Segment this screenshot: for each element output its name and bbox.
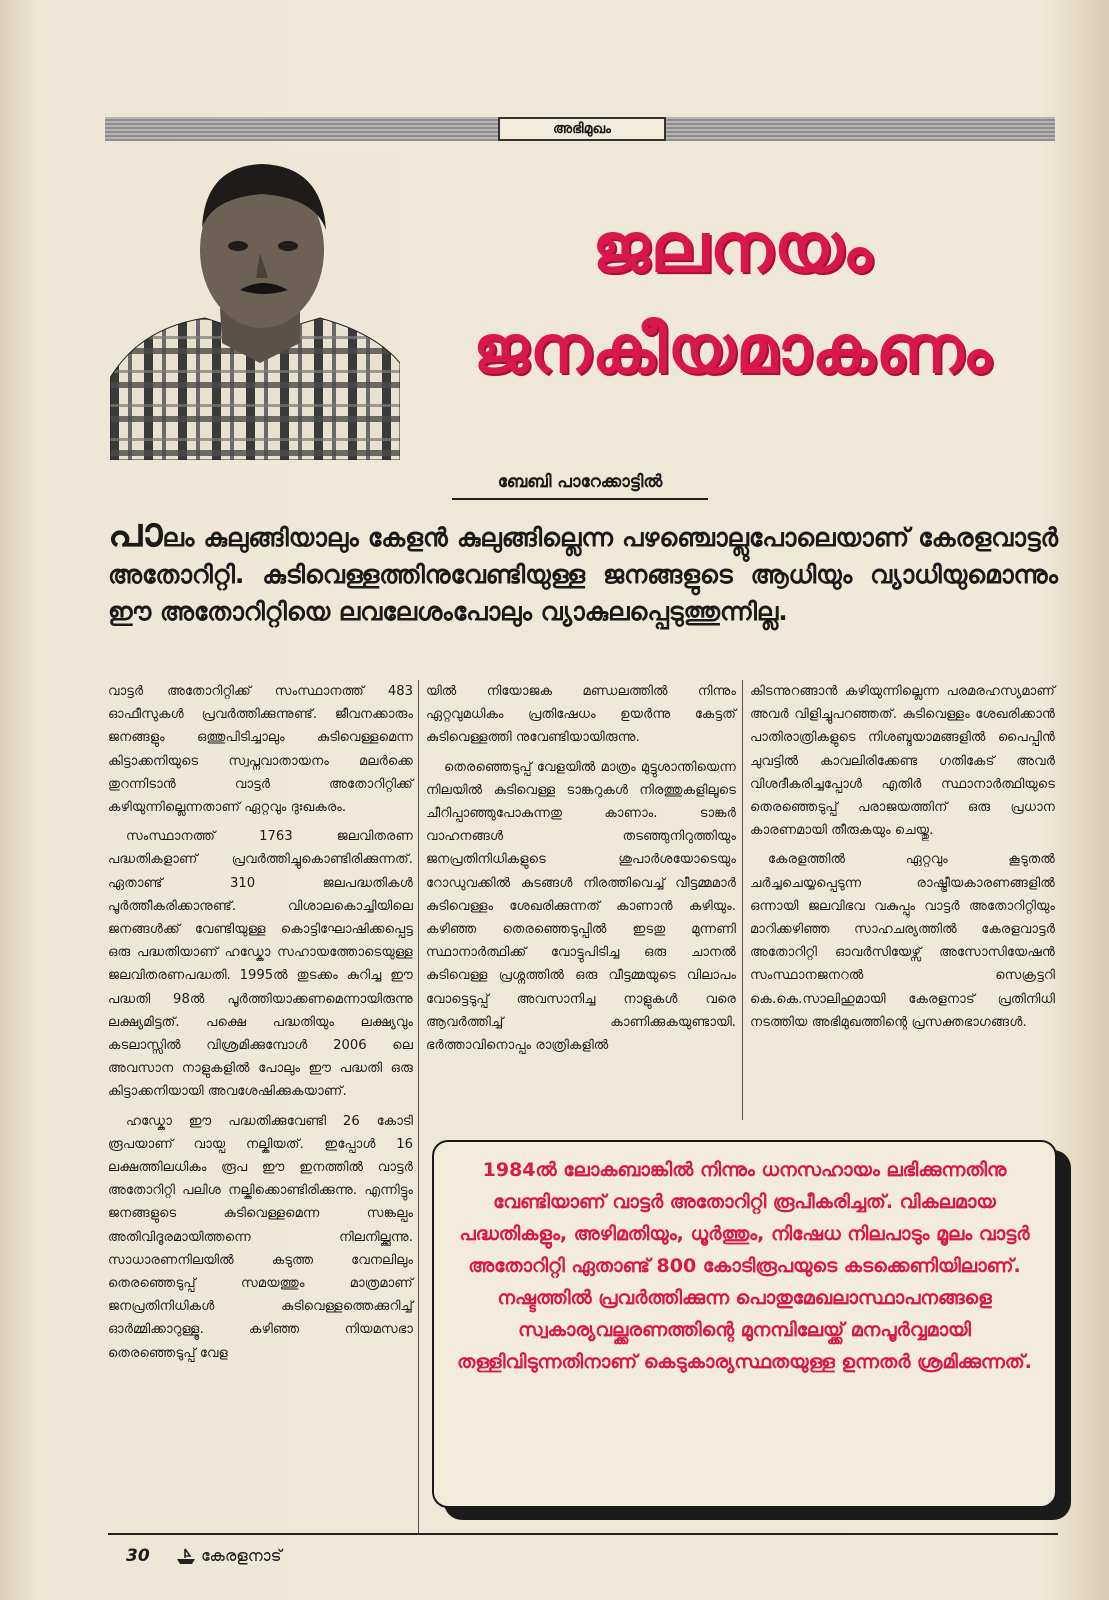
column-divider <box>742 680 743 1120</box>
paragraph: തെരഞ്ഞെടുപ്പ് വേളയിൽ മാത്രം മുട്ടുശാന്തിയെന്ന നിലയിൽ കുടിവെള്ള ടാങ്കറുകൾ നിരത്തുകളിലൂടെ ചീറിപ്പാഞ്ഞുപോകുന്നതു കാണാം. ടാങ്കർ വാഹനങ്ങൾ തടഞ്ഞുനിറുത്തിയും ജനപ്രതിനിധികളുടെ ശുപാർശയോടെയും റോഡുവക്കിൽ കുടങ്ങൾ നിരത്തിവെച്ച് വീട്ടമ്മമാർ കുടിവെള്ളം ശേഖരിക്കുന്നത് കാണാൻ കഴിയും. കഴിഞ്ഞ തെരഞ്ഞെടുപ്പിൽ ഇടതു മുന്നണി സ്ഥാനാർത്ഥിക്ക് വോട്ടുപിടിച്ച ഒരു ചാനൽ കുടിവെള്ള പ്രശ്നത്തിൽ ഒരു വീട്ടമ്മയുടെ വിലാപം വോട്ടെടുപ്പ് അവസാനിച്ച നാളുകൾ വരെ ആവർത്തിച്ച് കാണിക്കുകയുണ്ടായി. ഭർത്താവിനൊപ്പം രാത്രികളിൽ <box>426 759 736 1054</box>
paragraph: ഹഡ്കോ ഈ പദ്ധതിക്കുവേണ്ടി 26 കോടി രൂപയാണ് വായ്പ നല്കിയത്. ഇപ്പോൾ 16 ലക്ഷത്തിലധികം രൂപ ഈ ഇനത്തിൽ വാട്ടർ അതോറിറ്റി പലിശ നല്കിക്കൊണ്ടിരിക്കുന്നു. എന്നിട്ടും ജനങ്ങളുടെ കുടിവെള്ളമെന്ന സങ്കല്പം അതിവിദൂരമായിത്തന്നെ നിലനില്ക്കുന്നു. സാധാരണനിലയിൽ കടുത്ത വേനലിലും തെരഞ്ഞെടുപ്പ് സമയത്തും മാത്രമാണ് ജനപ്രതിനിധികൾ കുടിവെള്ളത്തെക്കുറിച്ച് ഓർമ്മിക്കാറുള്ളൂ. കഴിഞ്ഞ നിയമസഭാ തെരഞ്ഞെടുപ്പ് വേള <box>108 1113 413 1361</box>
footer-rule <box>108 1533 1058 1535</box>
paragraph: യിൽ നിയോജക മണ്ഡലത്തിൽ നിന്നും ഏറ്റവുമധികം പ്രതിഷേധം ഉയർന്നു കേട്ടത് കുടിവെള്ളത്തി നുവേണ്ടിയായിരുന്നു. <box>426 684 736 746</box>
column-divider <box>418 680 419 1535</box>
column-2 <box>426 680 736 1123</box>
byline: ബേബി പാറേക്കാട്ടിൽ <box>452 472 708 500</box>
boat-icon <box>175 1547 197 1565</box>
pull-quote-box: 1984ൽ ലോകബാങ്കിൽ നിന്നും ധനസഹായം ലഭിക്കുന്നതിനു വേണ്ടിയാണ് വാട്ടർ അതോറിറ്റി രൂപീകരിച്ചത്. വികലമായ പദ്ധതികളും, അഴിമതിയും, ധൂർത്തും, നിഷേധ നിലപാടും മൂലം വാട്ടർ അതോറിറ്റി ഏതാണ്ട് 800 കോടിരൂപയുടെ കടക്കെണിയിലാണ്. നഷ്ടത്തിൽ പ്രവർത്തിക്കുന്ന പൊതുമേഖലാസ്ഥാപനങ്ങളെ സ്വകാര്യവല്ക്കരണത്തിന്റെ മുനമ്പിലേയ്ക്ക് മനപൂർവ്വമായി തള്ളിവിടുന്നതിനാണ് കെടുകാര്യസ്ഥതയുള്ള ഉന്നതർ ശ്രമിക്കുന്നത്. <box>432 1140 1057 1508</box>
paragraph: സംസ്ഥാനത്ത് 1763 ജലവിതരണ പദ്ധതികളാണ് പ്രവർത്തിച്ചുകൊണ്ടിരിക്കുന്നത്. ഏതാണ്ട് 310 ജലപദ്ധതികൾ പൂർത്തീകരിക്കാനുണ്ട്. വിശാലകൊച്ചിയിലെ ജനങ്ങൾക്ക് വേണ്ടിയുള്ള കൊട്ടിഘോഷിക്കപ്പെട്ട ഒരു പദ്ധതിയാണ് ഹഡ്കോ സഹായത്തോടെയുള്ള ജലവിതരണപദ്ധതി. 1995ൽ തുടക്കം കുറിച്ച ഈ പദ്ധതി 98ൽ പൂർത്തിയാക്കണമെന്നായിരുന്നു ലക്ഷ്യമിട്ടത്. പക്ഷെ പദ്ധതിയും ലക്ഷ്യവും കടലാസ്സിൽ വിശ്രമിക്കുമ്പോൾ 2006 ലെ അവസാന നാളുകളിൽ പോലും ഈ പദ്ധതി ഒരു കിട്ടാക്കനിയായി അവശേഷിക്കുകയാണ്. <box>108 829 413 1100</box>
magazine-name <box>175 1546 282 1566</box>
paragraph: വാട്ടർ അതോറിറ്റിക്ക് സംസ്ഥാനത്ത് 483 ഓഫീസുകൾ പ്രവർത്തിക്കുന്നുണ്ട്. ജീവനക്കാരും ജനങ്ങളും ഒത്തുപിടിച്ചാലും കുടിവെള്ളമെന്ന കിട്ടാക്കനിയുടെ സ്വപ്നവാതായനം മലർക്കെ തുറന്നിടാൻ വാട്ടർ അതോറിറ്റിക്ക് കഴിയുന്നില്ലെന്നതാണ് ഏറ്റവും ദുഃഖകരം. <box>108 684 413 816</box>
section-label: അഭിമുഖം <box>498 117 666 141</box>
lead-text: ലം കുലുങ്ങിയാലും കേളൻ കുലുങ്ങില്ലെന്ന പഴഞ്ചൊല്ലുപോലെയാണ് കേരളവാട്ടർ അതോറിറ്റി. കുടിവെള്ളത്തിനുവേണ്ടിയുള്ള ജനങ്ങളുടെ ആധിയും വ്യാധിയുമൊന്നും ഈ അതോറിറ്റിയെ ലവലേശംപോലും വ്യാകുലപ്പെടുത്തുന്നില്ല. <box>108 523 1058 626</box>
lead-paragraph <box>108 510 1058 630</box>
column-3 <box>750 680 1055 1123</box>
column-1 <box>108 680 413 1535</box>
headline <box>420 200 1045 402</box>
magazine-title: കേരളനാട് <box>201 1546 282 1565</box>
headline-line-1: ജലനയം <box>592 209 873 288</box>
paragraph: കിടന്നുറങ്ങാൻ കഴിയുന്നില്ലെന്ന പരമരഹസ്യമാണ് അവർ വിളിച്ചുപറഞ്ഞത്. കുടിവെള്ളം ശേഖരിക്കാൻ പാതിരാത്രികളുടെ നിശബ്ദയാമങ്ങളിൽ പൈപ്പിൻ ചുവട്ടിൽ കാവലിരിക്കേണ്ട ഗതികേട് അവർ വിശദീകരിച്ചപ്പോൾ എതിർ സ്ഥാനാർത്ഥിയുടെ തെരഞ്ഞെടുപ്പ് പരാജയത്തിന് ഒരു പ്രധാന കാരണമായി തീരുകയും ചെയ്തു. <box>750 684 1055 839</box>
interviewee-photo <box>110 158 400 460</box>
page-number: 30 <box>126 1546 150 1566</box>
headline-line-2: ജനകീയമാകണം <box>473 311 992 388</box>
lead-drop-letters: പാ <box>108 510 163 556</box>
paragraph: കേരളത്തിൽ ഏറ്റവും കൂടുതൽ ചർച്ചചെയ്യപ്പെടുന്ന രാഷ്ട്രീയകാരണങ്ങളിൽ ഒന്നായി ജലവിഭവ വകുപ്പും വാട്ടർ അതോറിറ്റിയും മാറിക്കഴിഞ്ഞ സാഹചര്യത്തിൽ കേരളവാട്ടർ അതോറിറ്റി ഓവർസിയേഴ്സ് അസോസിയേഷൻ സംസ്ഥാനജനറൽ സെക്രട്ടറി കെ.കെ.സാലിഹുമായി കേരളനാട് പ്രതിനിധി നടത്തിയ അഭിമുഖത്തിന്റെ പ്രസക്തഭാഗങ്ങൾ. <box>750 852 1055 1030</box>
